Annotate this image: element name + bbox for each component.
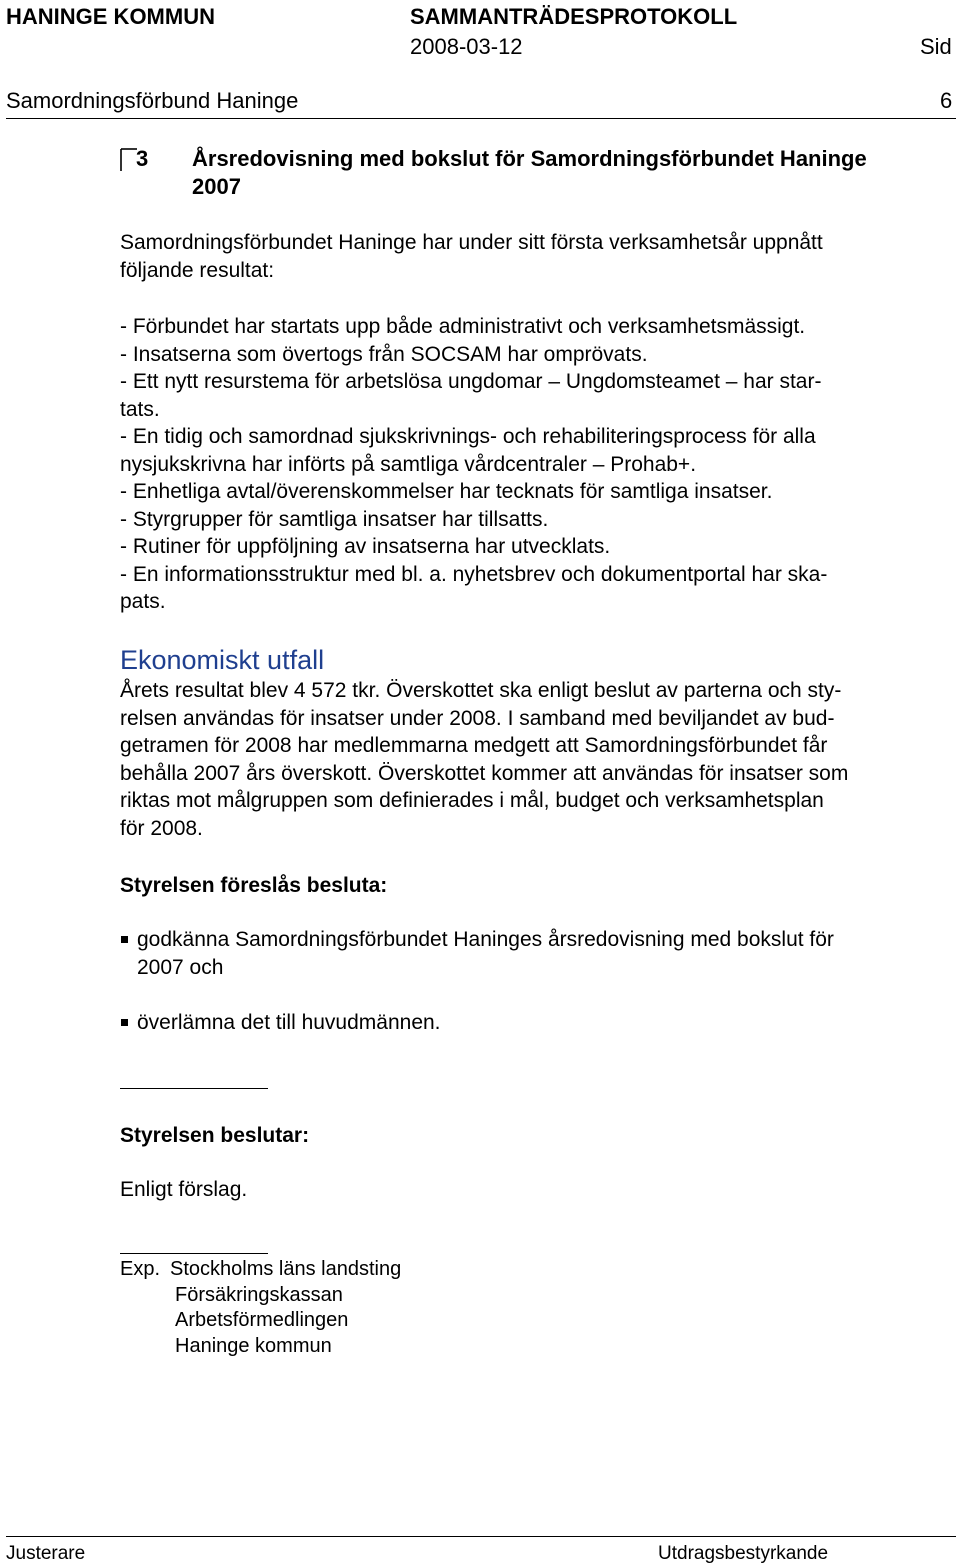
header-page-label: Sid: [920, 34, 952, 59]
item-title: [192, 145, 867, 201]
item-number: 3: [136, 146, 149, 171]
results-line: - Insatserna som övertogs från SOCSAM har omprövats.: [120, 342, 648, 366]
proposal-bullet-2: [137, 1009, 441, 1037]
economy-paragraph: [120, 677, 848, 842]
header-doc-type: SAMMANTRÄDESPROTOKOLL: [410, 4, 738, 29]
intro-line: Samordningsförbundet Haninge har under sitt första verksamhetsår uppnått: [120, 231, 823, 254]
separator-line: [120, 1253, 268, 1254]
square-bullet-icon: [121, 936, 128, 943]
results-line: - Styrgrupper för samtliga insatser har tillsatts.: [120, 507, 549, 531]
intro-line: följande resultat:: [120, 258, 275, 282]
results-line: - Ett nytt resurstema för arbetslösa ungdomar – Ungdomsteamet – har star-: [120, 370, 822, 393]
results-line: pats.: [120, 590, 166, 613]
economy-line: för 2008.: [120, 816, 203, 840]
economy-line: relsen användas för insatser under 2008. I samband med beviljandet av bud-: [120, 706, 835, 730]
proposal-bullet-line: godkänna Samordningsförbundet Haninges årsredovisning med bokslut för: [137, 928, 834, 951]
expedition-recipient: Arbetsförmedlingen: [175, 1309, 349, 1331]
economy-line: behålla 2007 års överskott. Överskottet kommer att användas för insatser som: [120, 761, 849, 785]
expedition-recipient: Haninge kommun: [175, 1334, 332, 1357]
footer-signee-label: Justerare: [6, 1543, 86, 1564]
item-title-line: 2007: [192, 174, 241, 199]
results-line: tats.: [120, 397, 160, 421]
header-divider: [6, 118, 956, 119]
decision-text: Enligt förslag.: [120, 1178, 248, 1201]
header-org: HANINGE KOMMUN: [6, 4, 215, 29]
results-line: - En tidig och samordnad sjukskrivnings- och rehabiliteringsprocess för alla: [120, 425, 816, 448]
results-line: nysjukskrivna har införts på samtliga vårdcentraler – Prohab+.: [120, 452, 697, 476]
footer-certification-label: Utdragsbestyrkande: [658, 1543, 829, 1564]
square-bullet-icon: [121, 1019, 128, 1026]
expedition-recipient: Försäkringskassan: [175, 1283, 343, 1306]
expedition-recipients: [170, 1257, 401, 1359]
results-list: [120, 313, 827, 616]
header-date: 2008-03-12: [410, 34, 523, 59]
results-line: - Förbundet har startats upp både administrativt och verksamhetsmässigt.: [120, 315, 806, 338]
economy-line: riktas mot målgruppen som definierades i mål, budget och verksamhetsplan: [120, 789, 824, 812]
subheader-body: Samordningsförbund Haninge: [6, 88, 299, 113]
intro-paragraph: [120, 229, 823, 284]
economy-line: Årets resultat blev 4 572 tkr. Överskottet ska enligt beslut av parterna och sty-: [120, 679, 842, 702]
economy-heading: Ekonomiskt utfall: [120, 645, 325, 675]
proposal-bullet-line: 2007 och: [137, 955, 224, 979]
item-title-line: Årsredovisning med bokslut för Samordningsförbundet Haninge: [192, 146, 867, 171]
footer-divider: [6, 1536, 956, 1537]
proposal-bullet-1: [137, 926, 834, 981]
results-line: - En informationsstruktur med bl. a. nyhetsbrev och dokumentportal har ska-: [120, 562, 828, 586]
decision-heading: Styrelsen beslutar:: [120, 1124, 310, 1147]
subheader-page-number: 6: [940, 88, 953, 113]
proposal-heading: Styrelsen föreslås besluta:: [120, 874, 388, 897]
economy-line: getramen för 2008 har medlemmarna medgett att Samordningsförbundet får: [120, 734, 828, 757]
expedition-recipient: Stockholms läns landsting: [170, 1258, 402, 1280]
separator-line: [120, 1088, 268, 1089]
expedition-label: Exp.: [120, 1258, 161, 1280]
results-line: - Rutiner för uppföljning av insatserna har utvecklats.: [120, 535, 611, 558]
results-line: - Enhetliga avtal/överenskommelser har tecknats för samtliga insatser.: [120, 480, 773, 503]
proposal-bullet-line: överlämna det till huvudmännen.: [137, 1011, 441, 1034]
